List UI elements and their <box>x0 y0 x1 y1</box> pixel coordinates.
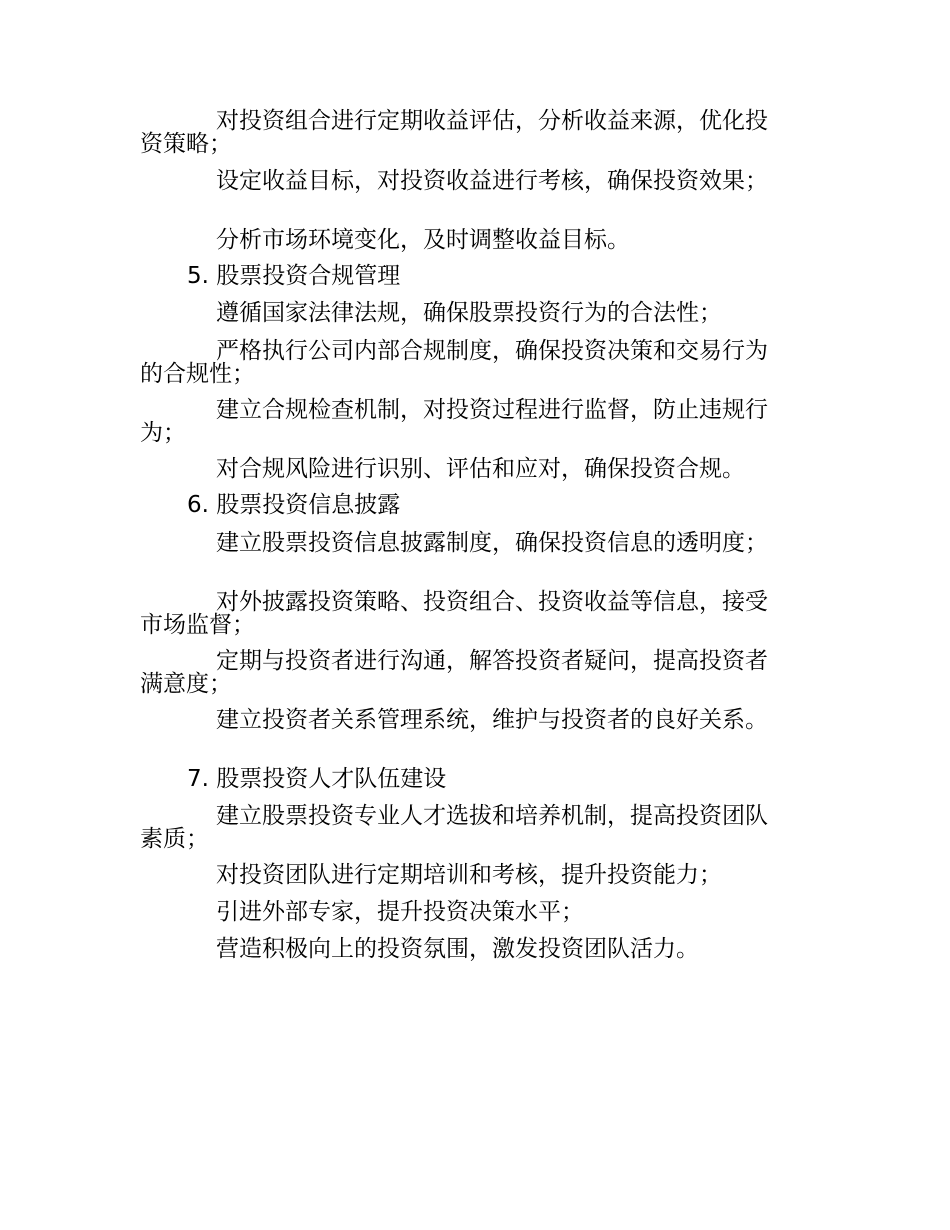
paragraph-talent-experts: 引进外部专家，提升投资决策水平； <box>216 899 584 925</box>
paragraph-disclosure-external: 对外披露投资策略、投资组合、投资收益等信息，接受市场监督； <box>140 589 768 638</box>
paragraph-talent-training: 对投资团队进行定期培训和考核，提升投资能力； <box>216 862 722 888</box>
paragraph-disclosure-communication: 定期与投资者进行沟通，解答投资者疑问，提高投资者满意度； <box>140 648 768 697</box>
section-heading-talent: 7. 股票投资人才队伍建设 <box>187 766 447 792</box>
paragraph-compliance-check: 建立合规检查机制，对投资过程进行监督，防止违规行为； <box>140 397 768 446</box>
paragraph-return-evaluation: 对投资组合进行定期收益评估，分析收益来源，优化投资策略； <box>140 108 768 157</box>
section-heading-disclosure: 6. 股票投资信息披露 <box>187 492 401 518</box>
paragraph-talent-atmosphere: 营造积极向上的投资氛围，激发投资团队活力。 <box>216 936 699 962</box>
paragraph-compliance-internal: 严格执行公司内部合规制度，确保投资决策和交易行为的合规性； <box>140 338 768 387</box>
paragraph-disclosure-system: 建立股票投资信息披露制度，确保投资信息的透明度； <box>216 530 768 556</box>
paragraph-market-analysis: 分析市场环境变化，及时调整收益目标。 <box>216 227 630 253</box>
section-heading-compliance: 5. 股票投资合规管理 <box>187 263 401 289</box>
paragraph-talent-selection: 建立股票投资专业人才选拔和培养机制，提高投资团队素质； <box>140 803 768 852</box>
paragraph-compliance-law: 遵循国家法律法规，确保股票投资行为的合法性； <box>216 300 722 326</box>
paragraph-compliance-risk: 对合规风险进行识别、评估和应对，确保投资合规。 <box>216 456 745 482</box>
paragraph-return-target: 设定收益目标，对投资收益进行考核，确保投资效果； <box>216 168 768 194</box>
paragraph-disclosure-relations: 建立投资者关系管理系统，维护与投资者的良好关系。 <box>216 707 768 733</box>
